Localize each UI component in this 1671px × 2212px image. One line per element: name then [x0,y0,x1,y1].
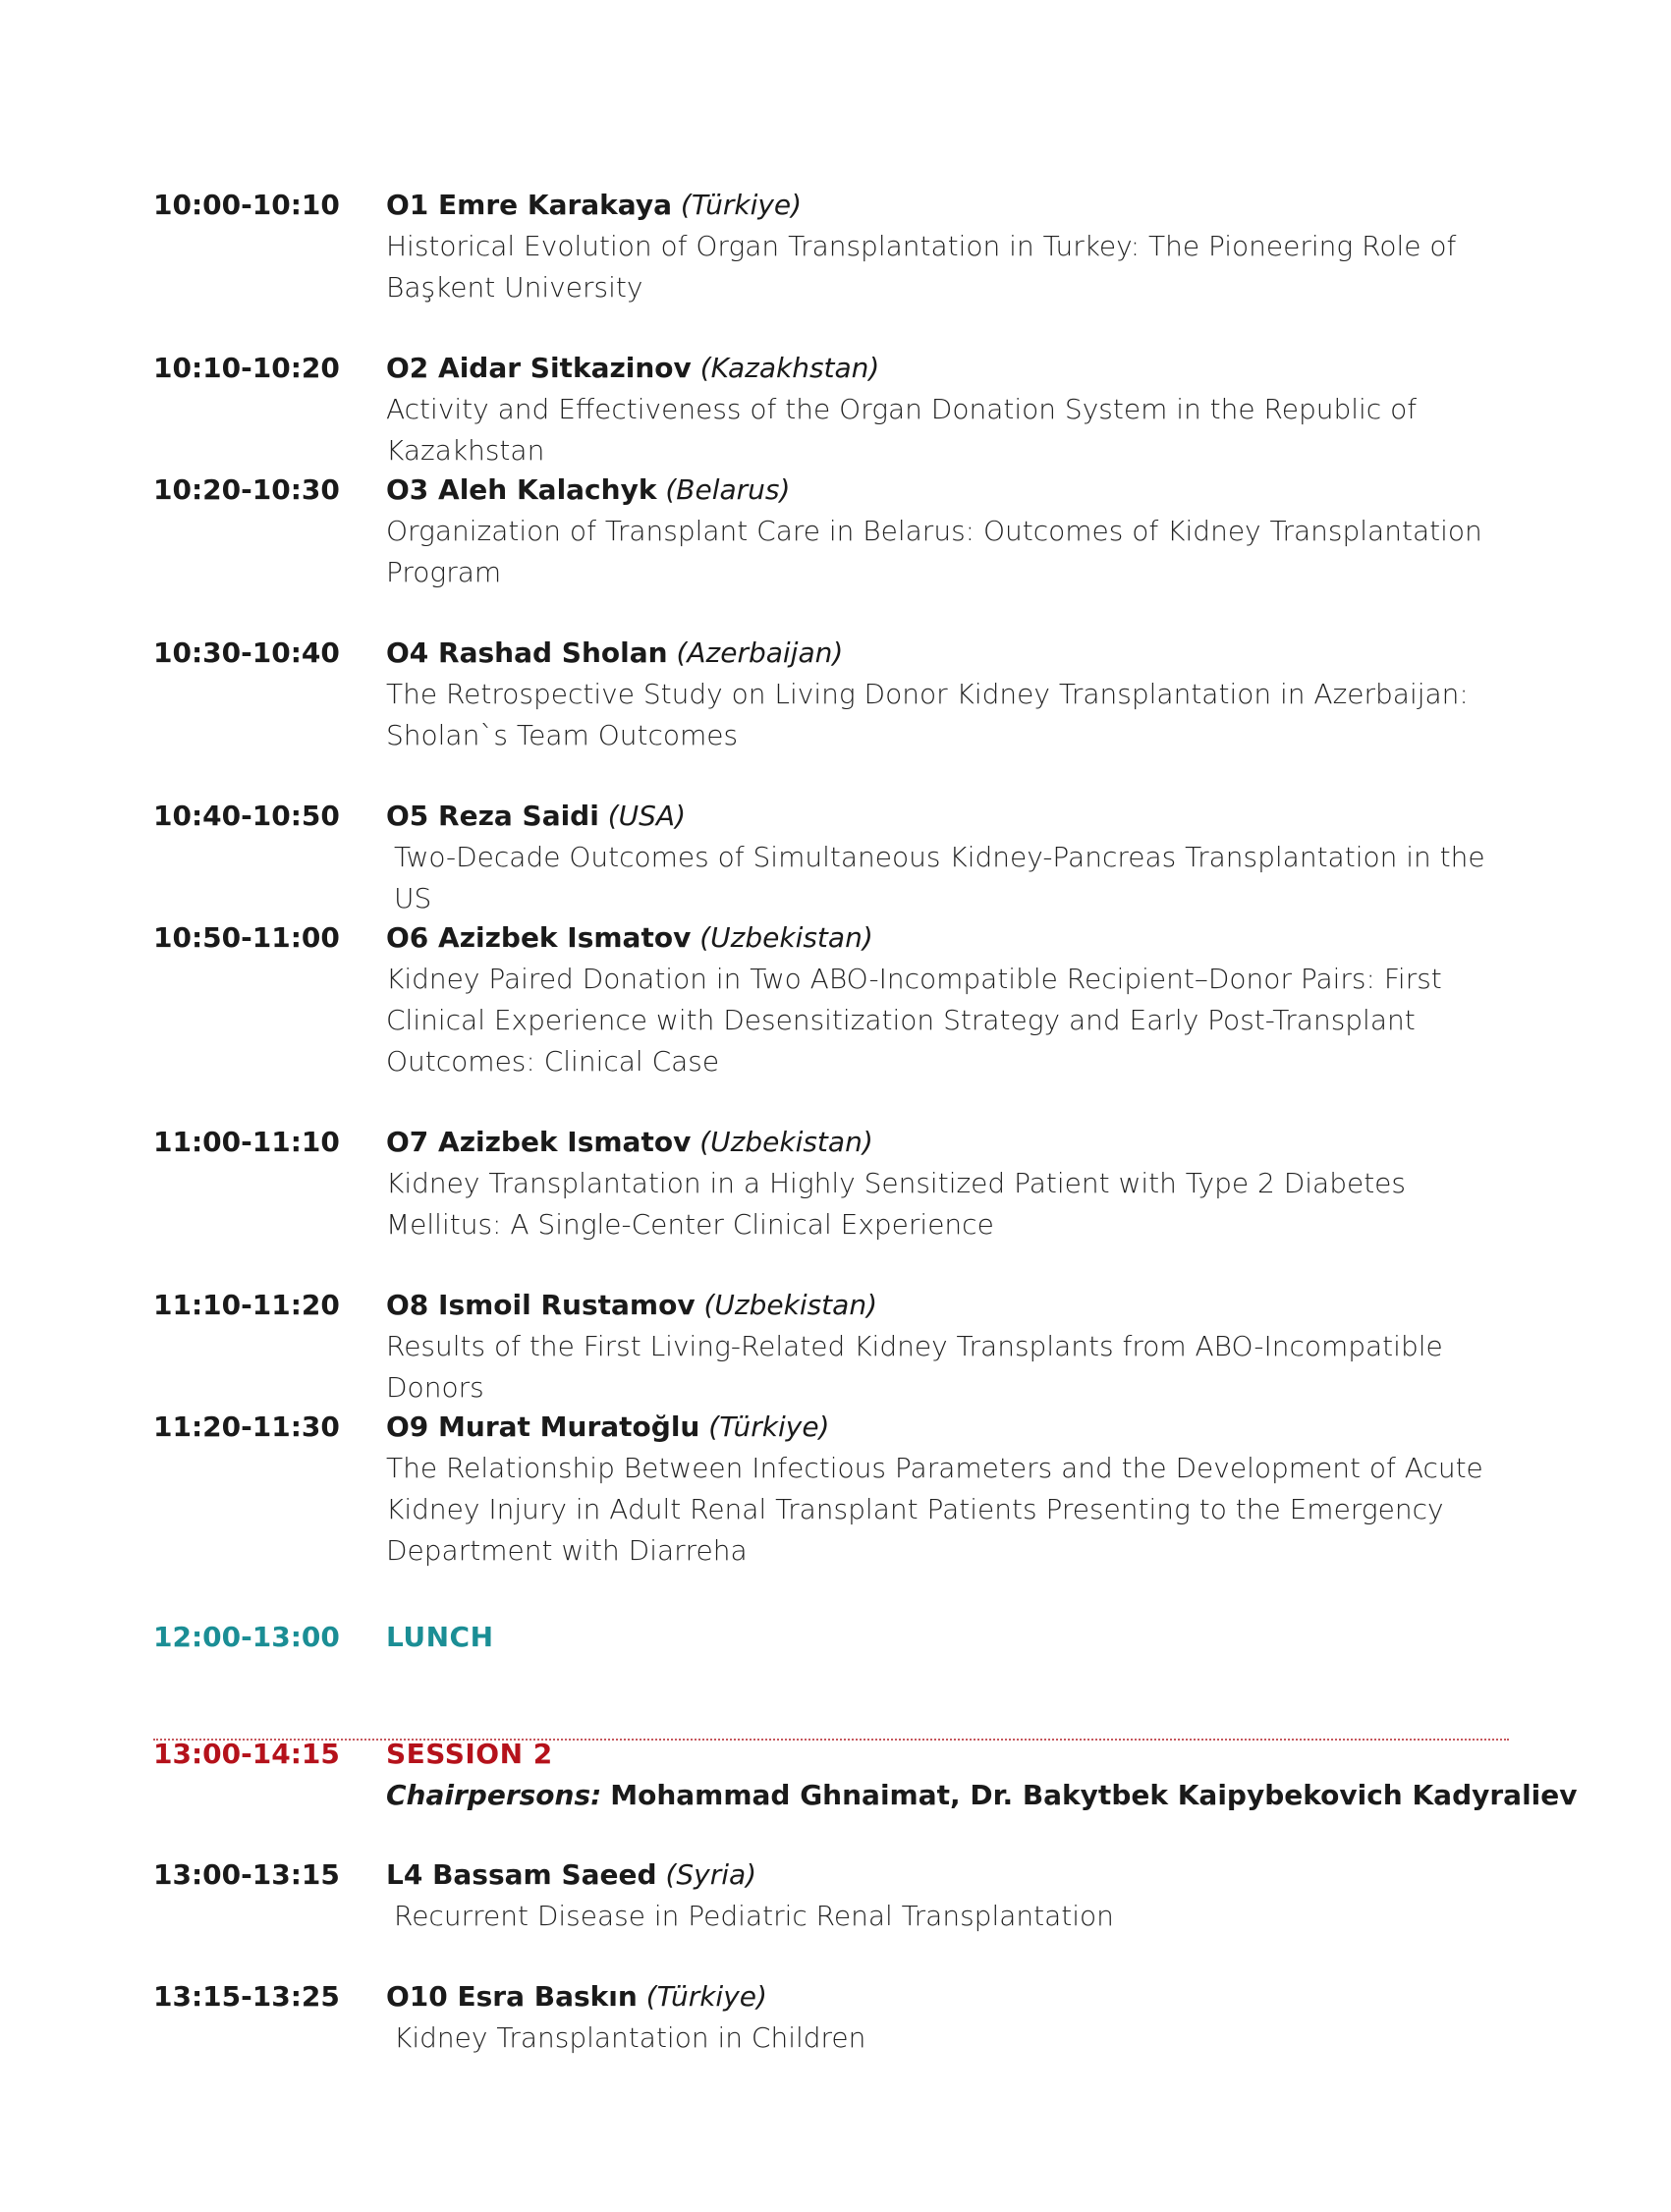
talk-heading [386,185,1516,226]
talk-title: Kidney Transplantation in a Highly Sensitized Patient with Type 2 Diabetes Mellitus: A Single-Center Clinical Experience [386,1167,1406,1241]
speaker-name: L4 Bassam Saeed [386,1858,657,1891]
talk-heading [386,1976,1516,2018]
talk-body [386,633,1516,756]
talk-time: 10:00-10:10 [153,189,340,221]
talk-title: Kidney Paired Donation in Two ABO-Incompatible Recipient–Donor Pairs: First Clinical Experience with Desensitization Strategy and Early Post-Transplant Outcomes: Clinical Case [386,963,1442,1078]
talk-title: The Retrospective Study on Living Donor Kidney Transplantation in Azerbaijan: Sholan`s Team Outcomes [386,678,1469,751]
talk-title: The Relationship Between Infectious Parameters and the Development of Acute Kidney Injury in Adult Renal Transplant Patients Presenting to the Emergency Department with Diarreha [386,1452,1483,1567]
talk-heading [386,348,1516,389]
speaker-name: O5 Reza Saidi [386,800,599,832]
speaker-country: (Kazakhstan) [699,352,880,384]
talk-time: 10:40-10:50 [153,800,340,832]
talk-time: 10:50-11:00 [153,921,340,954]
talk-title: Historical Evolution of Organ Transplantation in Turkey: The Pioneering Role of Başkent University [386,230,1457,304]
talk-heading [386,1285,1516,1326]
chairpersons-names: Mohammad Ghnaimat, Dr. Bakytbek Kaipybekovich Kadyraliev [610,1779,1578,1811]
talk-heading [386,917,1516,959]
talk-heading [386,470,1516,511]
speaker-country: (Uzbekistan) [703,1289,877,1321]
speaker-country: (Belarus) [665,473,791,506]
talk-heading [386,633,1516,674]
session-time: 13:00-14:15 [153,1738,340,1770]
speaker-name: O10 Esra Baskın [386,1980,638,2013]
talk-time: 13:15-13:25 [153,1980,340,2013]
talk-body [386,185,1516,308]
talk-title: Activity and Effectiveness of the Organ Donation System in the Republic of Kazakhstan [386,393,1418,467]
talk-heading [386,1407,1516,1448]
speaker-country: (Syria) [665,1858,757,1891]
speaker-name: O1 Emre Karakaya [386,189,672,221]
speaker-name: O7 Azizbek Ismatov [386,1126,692,1158]
talk-heading [386,796,1516,837]
session-chairs [386,1775,1578,1816]
session-label: SESSION 2 [386,1738,553,1770]
session-body [386,1734,1578,1816]
talk-body [386,1122,1516,1245]
speaker-name: O2 Aidar Sitkazinov [386,352,692,384]
talk-title: Recurrent Disease in Pediatric Renal Transplantation [394,1900,1114,1932]
talk-time: 10:20-10:30 [153,473,340,506]
talk-heading [386,1854,1516,1896]
talk-title: Results of the First Living-Related Kidney Transplants from ABO-Incompatible Donors [386,1330,1443,1404]
speaker-name: O8 Ismoil Rustamov [386,1289,696,1321]
talk-body [386,1976,1516,2059]
speaker-name: O6 Azizbek Ismatov [386,921,692,954]
speaker-country: (USA) [607,800,687,832]
speaker-name: O3 Aleh Kalachyk [386,473,657,506]
speaker-country: (Uzbekistan) [699,921,873,954]
talk-body [386,470,1516,593]
speaker-country: (Uzbekistan) [699,1126,873,1158]
talk-time: 10:30-10:40 [153,636,340,669]
chairpersons-label: Chairpersons: [386,1779,602,1811]
talk-time: 13:00-13:15 [153,1858,340,1891]
talk-body [386,1285,1516,1409]
talk-body [386,1854,1516,1937]
speaker-country: (Türkiye) [708,1410,830,1443]
talk-body [386,796,1516,919]
talk-body [386,917,1516,1082]
speaker-name: O9 Murat Muratoğlu [386,1410,700,1443]
talk-time: 11:20-11:30 [153,1410,340,1443]
lunch-body [386,1617,1516,1658]
talk-title: Organization of Transplant Care in Belarus: Outcomes of Kidney Transplantation Program [386,515,1482,588]
talk-body [386,1407,1516,1572]
talk-time: 11:00-11:10 [153,1126,340,1158]
talk-title: Kidney Transplantation in Children [394,2021,866,2054]
talk-heading [386,1122,1516,1163]
talk-body [386,348,1516,471]
lunch-time: 12:00-13:00 [153,1621,340,1653]
talk-time: 10:10-10:20 [153,352,340,384]
speaker-country: (Türkiye) [645,1980,767,2013]
talk-title: Two-Decade Outcomes of Simultaneous Kidney-Pancreas Transplantation in the US [394,841,1485,914]
speaker-country: (Türkiye) [680,189,803,221]
talk-time: 11:10-11:20 [153,1289,340,1321]
lunch-label: LUNCH [386,1621,494,1653]
speaker-country: (Azerbaijan) [676,636,844,669]
speaker-name: O4 Rashad Sholan [386,636,668,669]
